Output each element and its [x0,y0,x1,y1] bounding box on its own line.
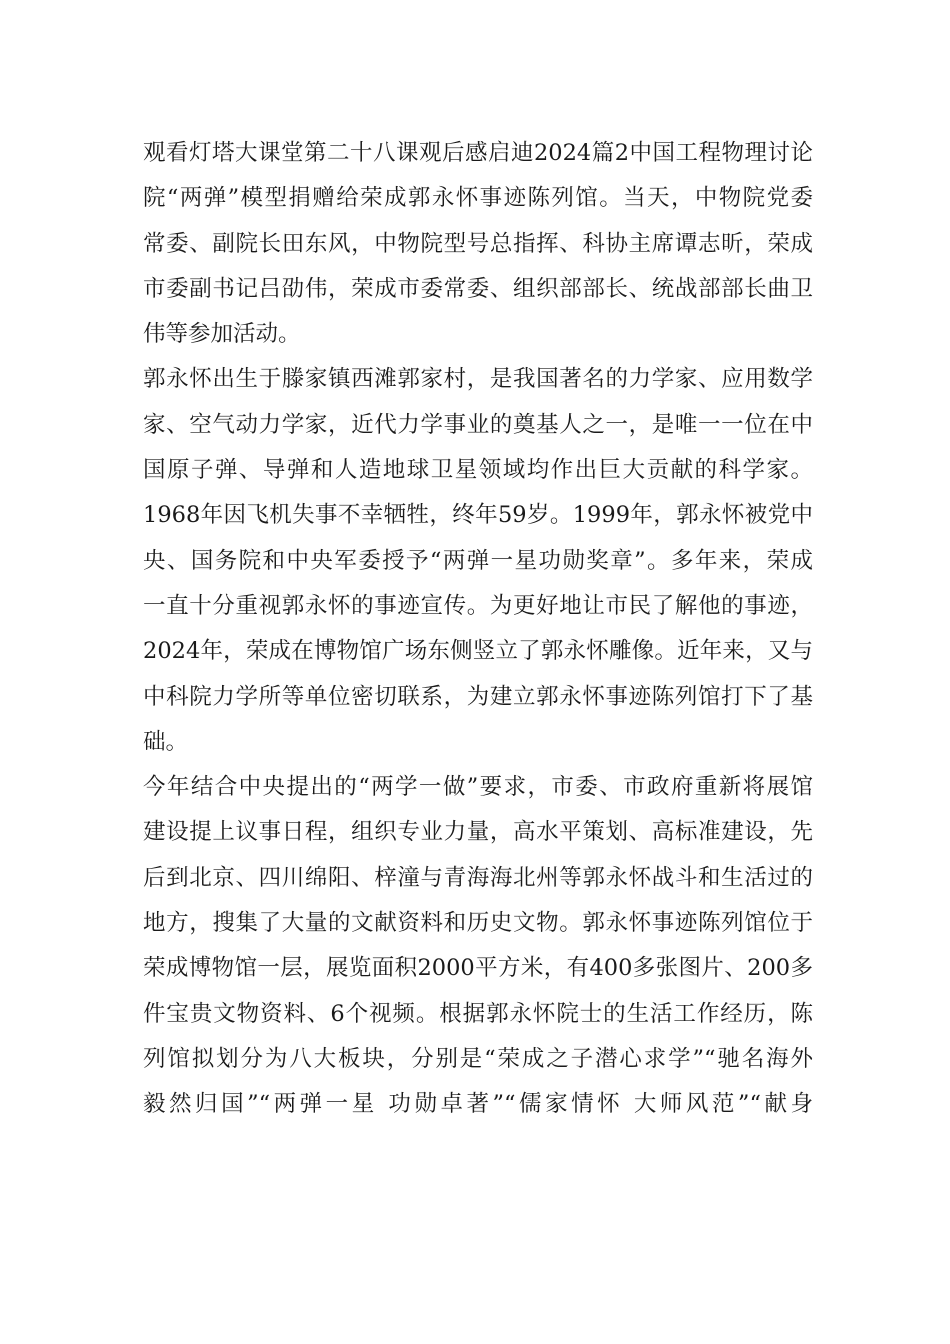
text-line: 地方，搜集了大量的文献资料和历史文物。郭永怀事迹陈列馆位于 [143,910,813,937]
text-line: 今年结合中央提出的“两学一做”要求，市委、市政府重新将展馆 [143,774,813,801]
paragraph-1 [143,131,813,357]
text-line: 市委副书记吕劭伟，荣成市委常委、组织部部长、统战部部长曲卫 [143,275,813,302]
text-line: 伟等参加活动。 [143,321,301,348]
document-body [143,131,813,1128]
text-line: 列馆拟划分为八大板块，分别是“荣成之子潜心求学”“驰名海外 [143,1045,813,1072]
text-line: 2024年，荣成在博物馆广场东侧竖立了郭永怀雕像。近年来，又与 [143,638,813,665]
paragraph-3 [143,765,813,1127]
text-line: 件宝贵文物资料、6个视频。根据郭永怀院士的生活工作经历，陈 [143,1000,813,1027]
text-line: 建设提上议事日程，组织专业力量，高水平策划、高标准建设，先 [143,819,813,846]
text-line: 观看灯塔大课堂第二十八课观后感启迪2024篇2中国工程物理讨论 [143,140,813,166]
text-line: 1968年因飞机失事不幸牺牲，终年59岁。1999年，郭永怀被党中 [143,502,813,529]
text-line: 郭永怀出生于滕家镇西滩郭家村，是我国著名的力学家、应用数学 [143,366,813,393]
text-line: 常委、副院长田东风，中物院型号总指挥、科协主席谭志昕，荣成 [143,230,813,257]
text-line: 央、国务院和中央军委授予“两弹一星功勋奖章”。多年来，荣成 [143,547,813,574]
text-line: 家、空气动力学家，近代力学事业的奠基人之一，是唯一一位在中 [143,411,813,438]
text-line: 后到北京、四川绵阳、梓潼与青海海北州等郭永怀战斗和生活过的 [143,864,813,891]
paragraph-2 [143,357,813,765]
text-line: 毅然归国”“两弹一星 功勋卓著”“儒家情怀 大师风范”“献身 [143,1091,813,1118]
text-line: 础。 [143,728,189,755]
text-line: 中科院力学所等单位密切联系，为建立郭永怀事迹陈列馆打下了基 [143,683,813,710]
text-line: 院“两弹”模型捐赠给荣成郭永怀事迹陈列馆。当天，中物院党委 [143,185,813,212]
text-line: 国原子弹、导弹和人造地球卫星领域均作出巨大贡献的科学家。 [143,457,813,484]
text-line: 荣成博物馆一层，展览面积2000平方米，有400多张图片、200多 [143,955,813,982]
text-line: 一直十分重视郭永怀的事迹宣传。为更好地让市民了解他的事迹， [143,592,813,619]
